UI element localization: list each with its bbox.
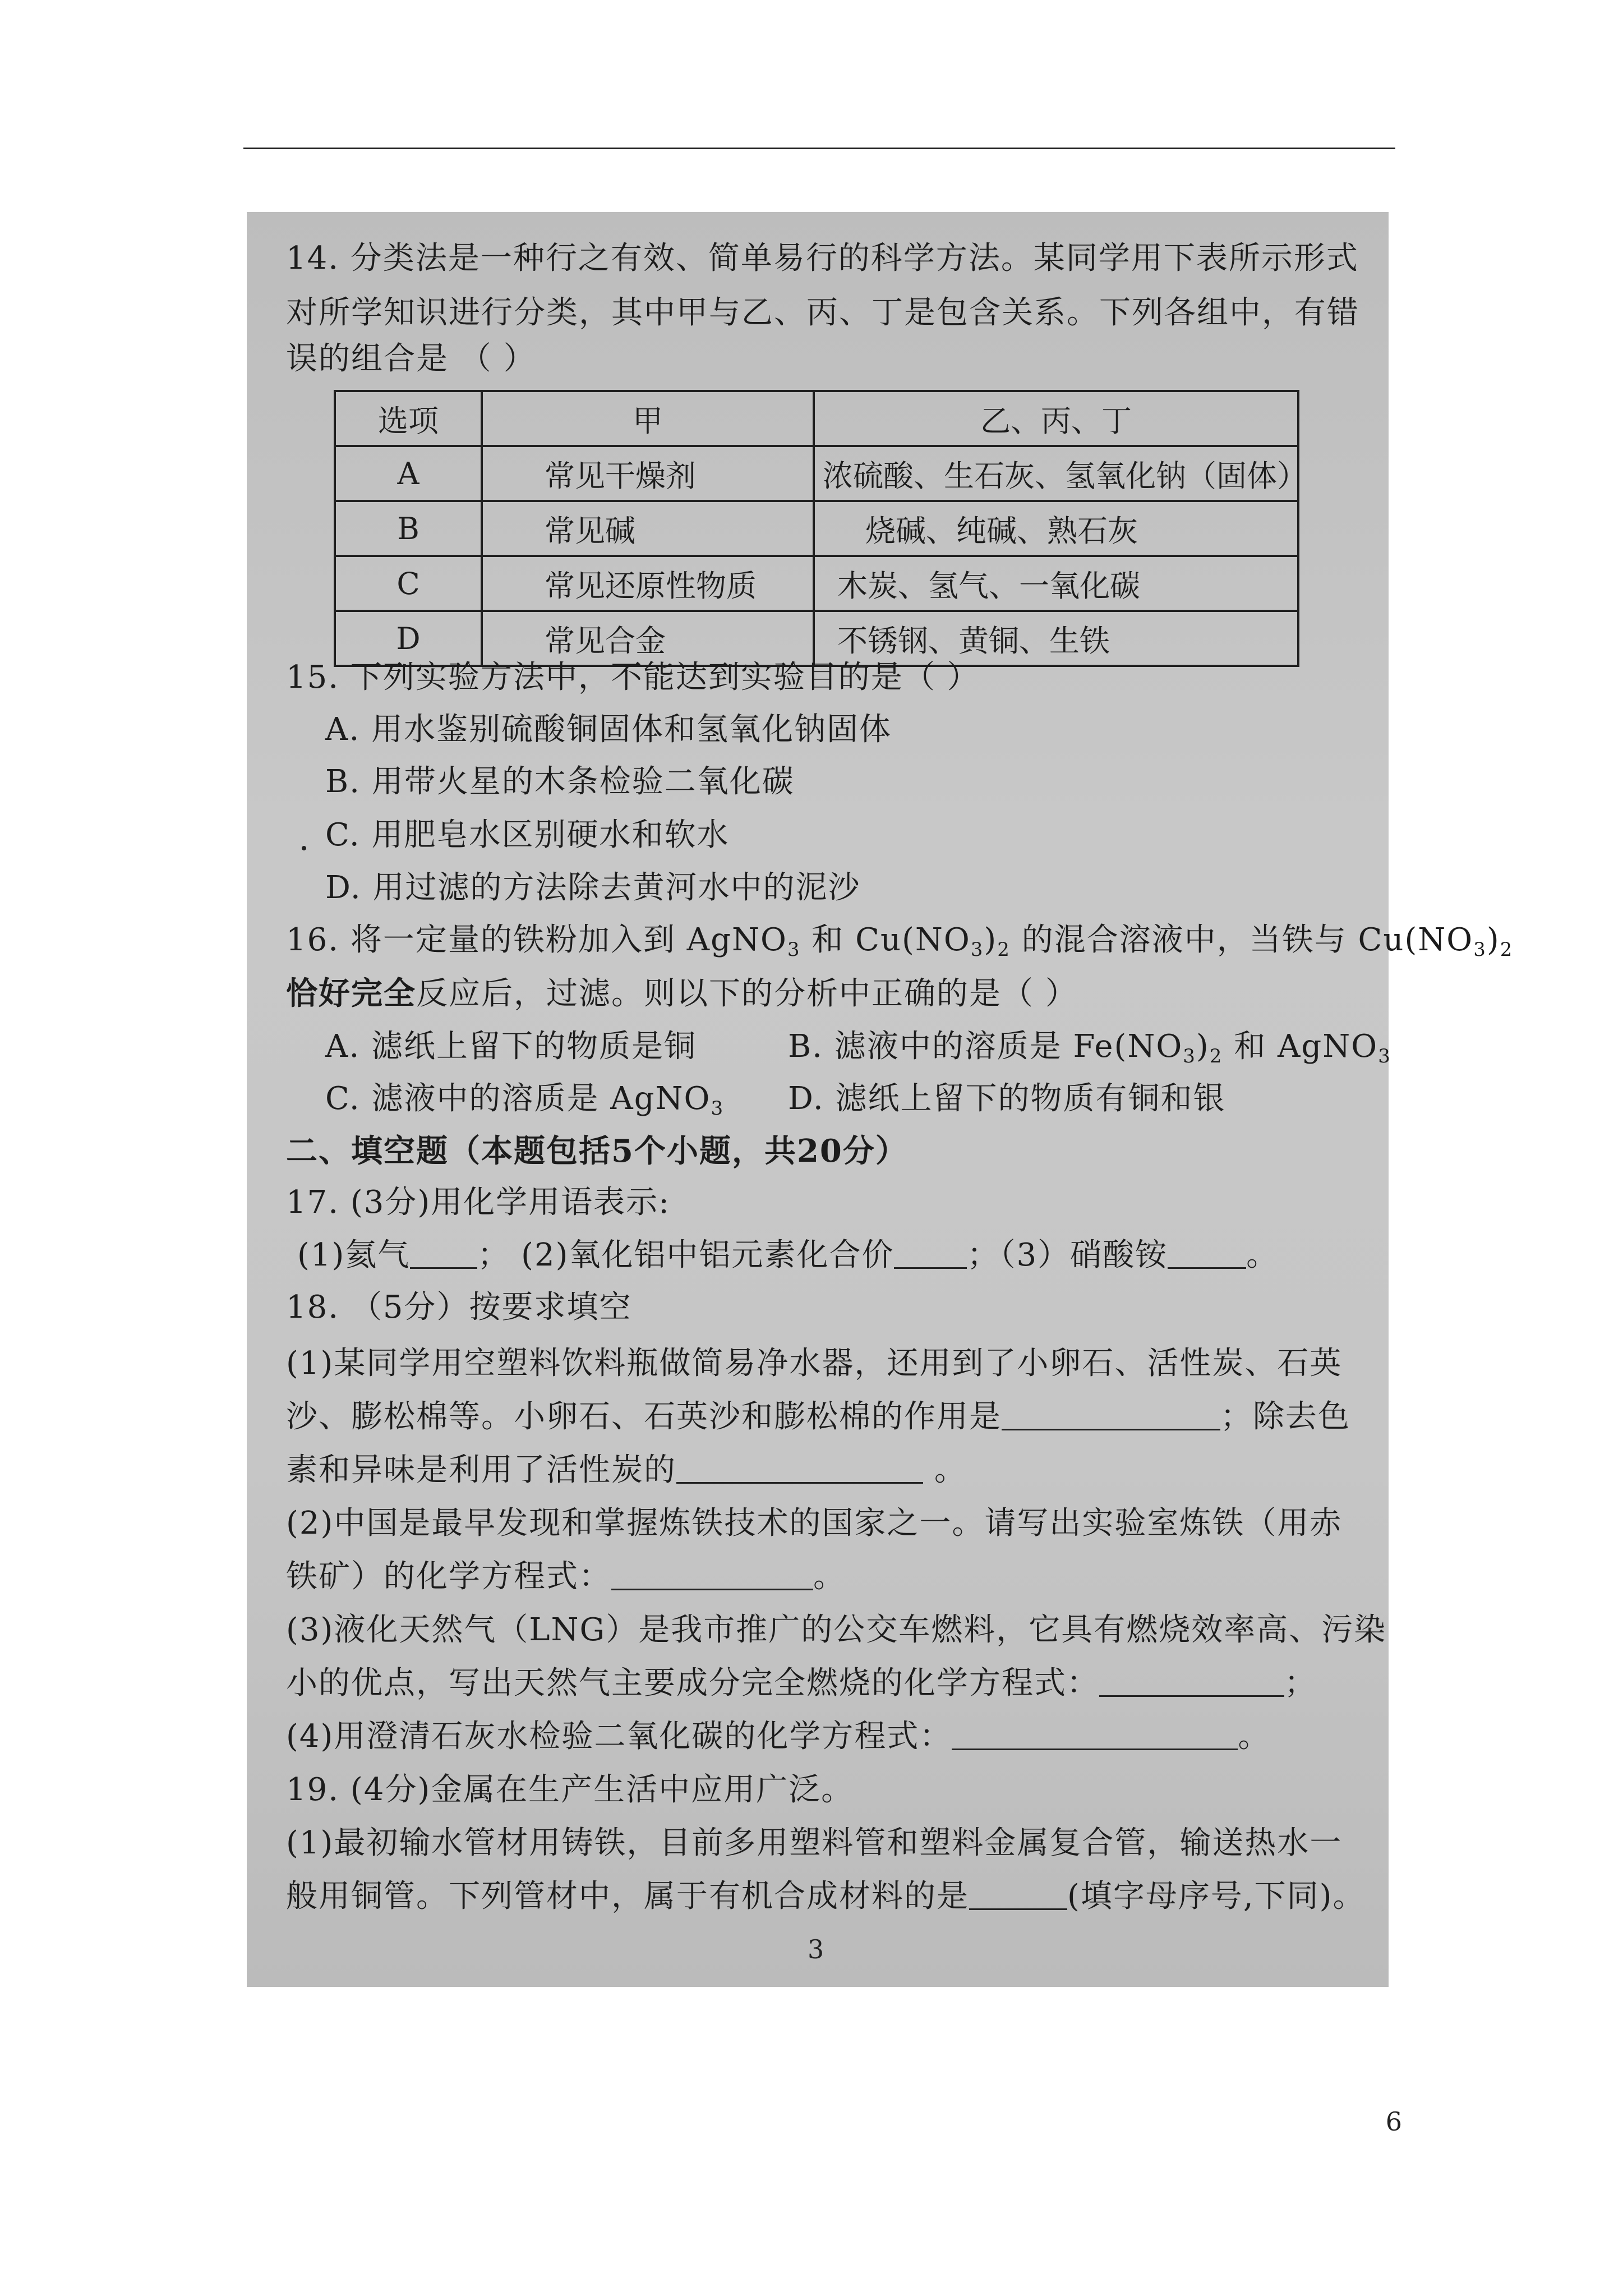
subscript: 3 xyxy=(787,938,801,961)
q16-option-b-part: ) xyxy=(1196,1028,1210,1065)
q16-stem-line-1 xyxy=(286,922,1514,961)
table-cell: 常见合金 xyxy=(482,611,814,666)
table-header-option: 选项 xyxy=(335,391,482,446)
q18-text: 素和异味是利用了活性炭的 xyxy=(286,1452,676,1488)
q14-line-2: 对所学知识进行分类，其中甲与乙、丙、丁是包含关系。下列各组中，有错 xyxy=(286,295,1359,331)
q16-emphasis: 恰好完全 xyxy=(286,975,416,1012)
q19-line-2 xyxy=(286,1878,1366,1915)
q18-line-6: (3)液化天然气（LNG）是我市推广的公交车燃料，它具有燃烧效率高、污染 xyxy=(286,1612,1387,1648)
table-cell: 常见干燥剂 xyxy=(482,446,814,501)
q18-line-2 xyxy=(286,1398,1350,1435)
q18-text: 沙、膨松棉等。小卵石、石英沙和膨松棉的作用是 xyxy=(286,1398,1002,1435)
subscript: 2 xyxy=(997,938,1011,961)
subscript: 3 xyxy=(1378,1045,1391,1068)
q16-options-row-1 xyxy=(325,1028,1391,1068)
q18-text: 。 xyxy=(934,1452,967,1488)
subscript: 3 xyxy=(1473,938,1487,961)
subscript: 3 xyxy=(1183,1045,1196,1068)
q18-text: ；除去色 xyxy=(1220,1398,1350,1435)
q14-options-table xyxy=(334,390,1307,667)
subscript: 3 xyxy=(970,938,984,961)
q19-text: (填字母序号,下同)。 xyxy=(1067,1878,1366,1915)
q15-stem: 15. 下列实验方法中，不能达到实验目的是（ ） xyxy=(286,659,980,696)
scanned-exam-page xyxy=(247,212,1514,1987)
section-2-heading: 二、填空题（本题包括5个小题，共20分） xyxy=(286,1133,908,1170)
q18-text: (4)用澄清石灰水检验二氧化碳的化学方程式： xyxy=(286,1718,952,1755)
q15-option-a: A. 用水鉴别硫酸铜固体和氢氧化钠固体 xyxy=(325,711,892,748)
table-cell: 常见碱 xyxy=(482,501,814,556)
q16-stem-part: 的混合溶液中，当铁与 Cu(NO xyxy=(1010,922,1474,958)
table-cell: 烧碱、纯碱、熟石灰 xyxy=(814,501,1298,556)
q16-option-c-part: C. 滤液中的溶质是 AgNO xyxy=(325,1080,711,1117)
q15-option-c: C. 用肥皂水区别硬水和软水 xyxy=(325,817,730,853)
answer-blank[interactable] xyxy=(969,1881,1067,1910)
q17-parts xyxy=(297,1237,1279,1273)
q19-text: 般用铜管。下列管材中，属于有机合成材料的是 xyxy=(286,1878,969,1915)
q18-text: 小的优点，写出天然气主要成分完全燃烧的化学方程式： xyxy=(286,1665,1099,1701)
table-cell: D xyxy=(335,611,482,666)
q15-option-b: B. 用带火星的木条检验二氧化碳 xyxy=(325,763,795,800)
q18-stem: 18. （5分）按要求填空 xyxy=(286,1289,632,1326)
table-cell: 常见还原性物质 xyxy=(482,556,814,611)
answer-blank[interactable] xyxy=(1168,1240,1246,1269)
page-number: 6 xyxy=(1385,2106,1402,2137)
q18-line-3 xyxy=(286,1452,967,1488)
q18-line-8 xyxy=(286,1718,1271,1755)
q19-line-1: (1)最初输水管材用铸铁，目前多用塑料管和塑料金属复合管，输送热水一 xyxy=(286,1825,1343,1861)
q16-stem-part: ) xyxy=(1486,922,1500,958)
table-row xyxy=(335,611,1298,666)
q17-part-1: (1)氦气 xyxy=(297,1237,411,1273)
table-cell: A xyxy=(335,446,482,501)
q14-line-1: 14. 分类法是一种行之有效、简单易行的科学方法。某同学用下表所示形式 xyxy=(286,240,1359,277)
q18-text: ； xyxy=(1284,1665,1317,1701)
q18-text: 铁矿）的化学方程式： xyxy=(286,1558,611,1595)
q16-stem-part: 16. 将一定量的铁粉加入到 AgNO xyxy=(286,922,787,958)
q16-stem-part: ) xyxy=(984,922,998,958)
stray-mark xyxy=(302,846,306,850)
table-cell: B xyxy=(335,501,482,556)
table-cell: 不锈钢、黄铜、生铁 xyxy=(814,611,1298,666)
q17-part-3: ；（3）硝酸铵 xyxy=(967,1237,1168,1273)
table-row xyxy=(335,556,1298,611)
table-header-row xyxy=(335,391,1298,446)
q18-text: 。 xyxy=(813,1558,846,1595)
q16-option-b xyxy=(788,1028,1391,1068)
subscript: 2 xyxy=(1500,938,1514,961)
q18-line-1: (1)某同学用空塑料饮料瓶做简易净水器，还用到了小卵石、活性炭、石英 xyxy=(286,1345,1343,1382)
q16-option-b-part: 和 AgNO xyxy=(1223,1028,1378,1065)
q16-options-row-2 xyxy=(325,1080,1324,1120)
q17-part-2: ； (2)氧化铝中铝元素化合价 xyxy=(477,1237,895,1273)
table-header-yi-bing-ding: 乙、丙、丁 xyxy=(814,391,1298,446)
subscript: 3 xyxy=(711,1097,725,1120)
table-cell: 木炭、氢气、一氧化碳 xyxy=(814,556,1298,611)
scan-page-number: 3 xyxy=(808,1934,824,1964)
q16-option-a: A. 滤纸上留下的物质是铜 xyxy=(325,1028,697,1065)
table-row xyxy=(335,501,1298,556)
table-header-jia: 甲 xyxy=(482,391,814,446)
answer-blank[interactable] xyxy=(894,1240,967,1269)
answer-blank[interactable] xyxy=(611,1562,813,1590)
q16-stem-rest: 反应后，过滤。则以下的分析中正确的是（ ） xyxy=(416,976,1078,1012)
table-row xyxy=(335,446,1298,501)
q16-option-c xyxy=(325,1080,725,1120)
q16-stem-line-2 xyxy=(286,975,1078,1012)
q16-stem-part: 和 Cu(NO xyxy=(800,922,971,958)
q18-line-5 xyxy=(286,1558,846,1595)
q14-line-3: 误的组合是 （ ） xyxy=(286,341,536,377)
answer-blank[interactable] xyxy=(410,1240,477,1269)
q17-part-4: 。 xyxy=(1246,1237,1279,1273)
q15-option-d: D. 用过滤的方法除去黄河水中的泥沙 xyxy=(325,869,861,906)
header-rule xyxy=(243,148,1395,149)
q18-line-4: (2)中国是最早发现和掌握炼铁技术的国家之一。请写出实验室炼铁（用赤 xyxy=(286,1505,1343,1542)
q16-option-b-part: B. 滤液中的溶质是 Fe(NO xyxy=(788,1028,1183,1065)
table-cell: C xyxy=(335,556,482,611)
answer-blank[interactable] xyxy=(1099,1668,1284,1697)
q17-stem: 17. (3分)用化学用语表示: xyxy=(286,1184,671,1221)
subscript: 2 xyxy=(1209,1045,1223,1068)
table-cell: 浓硫酸、生石灰、氢氧化钠（固体） xyxy=(814,446,1298,501)
q19-stem: 19. (4分)金属在生产生活中应用广泛。 xyxy=(286,1772,854,1808)
q16-option-d: D. 滤纸上留下的物质有铜和银 xyxy=(788,1080,1226,1117)
answer-blank[interactable] xyxy=(952,1722,1238,1750)
q18-text: 。 xyxy=(1238,1718,1271,1755)
answer-blank[interactable] xyxy=(676,1455,923,1484)
q18-line-7 xyxy=(286,1665,1317,1701)
answer-blank[interactable] xyxy=(1002,1402,1220,1430)
